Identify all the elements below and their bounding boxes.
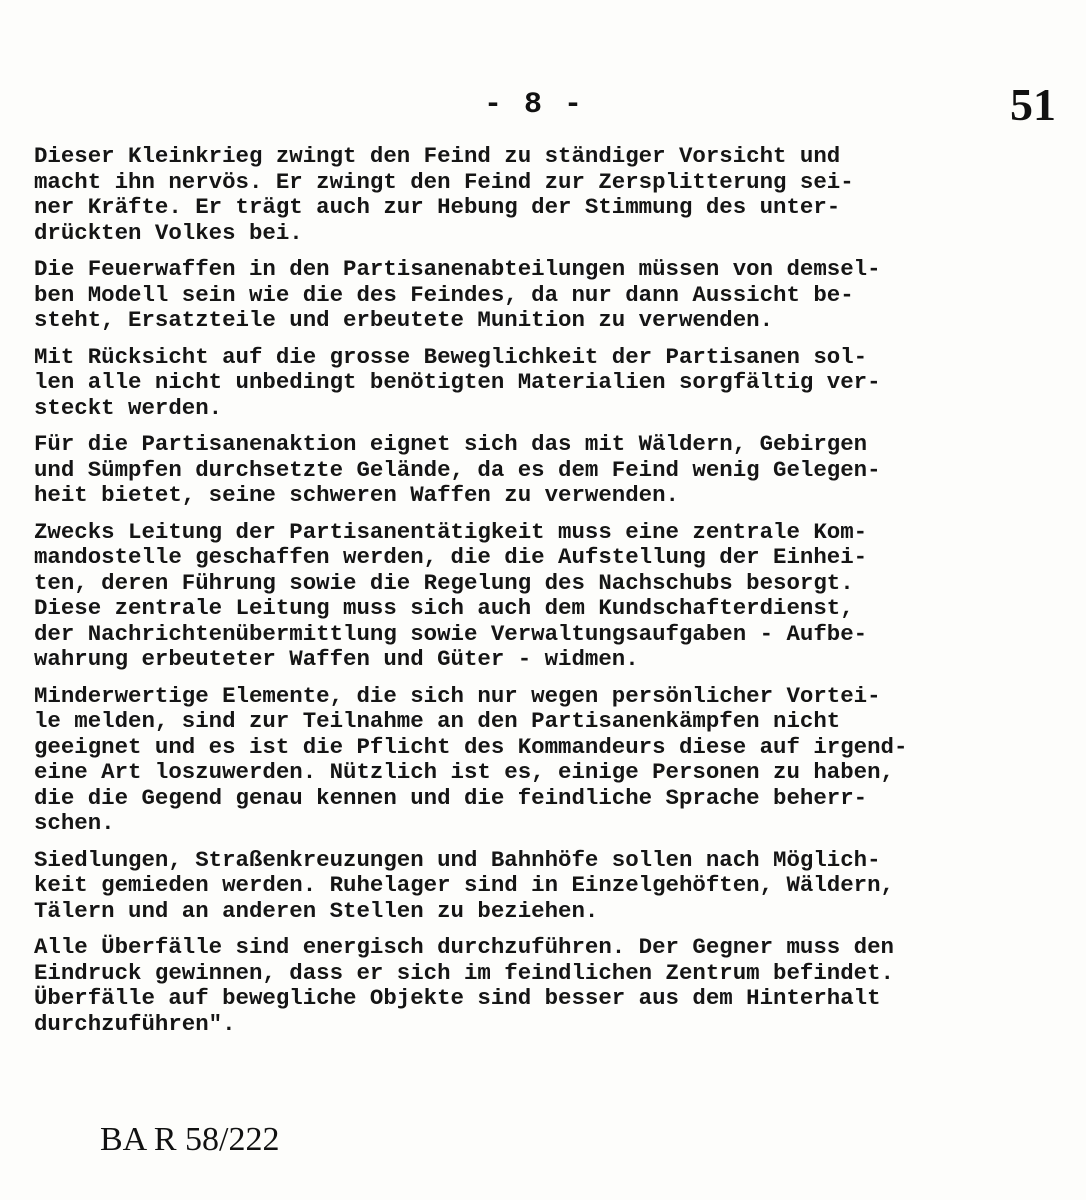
text-line: steckt werden.	[34, 394, 223, 421]
text-line: mandostelle geschaffen werden, die die Aufstellung der Einhei-	[34, 544, 868, 570]
text-line: ner Kräfte. Er trägt auch zur Hebung der Stimmung des unter-	[34, 194, 841, 220]
text-line: Diese zentrale Leitung muss sich auch dem Kundschafterdienst,	[34, 595, 854, 621]
paragraph	[34, 432, 1044, 509]
paragraph	[34, 684, 1044, 837]
text-line: keit gemieden werden. Ruhelager sind in Einzelgehöften, Wäldern,	[34, 872, 894, 898]
text-line: drückten Volkes bei.	[34, 219, 303, 246]
paragraph	[34, 144, 1044, 246]
text-line: Eindruck gewinnen, dass er sich im feindlichen Zentrum befindet.	[34, 959, 894, 986]
text-line: len alle nicht unbedingt benötigten Materialien sorgfältig ver-	[34, 369, 881, 395]
page-number: - 8 -	[484, 88, 585, 122]
archive-reference: BA R 58/222	[100, 1121, 280, 1158]
paragraph	[34, 520, 1044, 673]
text-line: Tälern und an anderen Stellen zu beziehen.	[34, 897, 599, 924]
text-line: und Sümpfen durchsetzte Gelände, da es dem Feind wenig Gelegen-	[34, 456, 881, 483]
text-line: eine Art loszuwerden. Nützlich ist es, einige Personen zu haben,	[34, 759, 894, 785]
text-line: Dieser Kleinkrieg zwingt den Feind zu ständiger Vorsicht und	[34, 143, 841, 169]
text-line: Für die Partisanenaktion eignet sich das mit Wäldern, Gebirgen	[34, 431, 868, 457]
text-line: Überfälle auf bewegliche Objekte sind besser aus dem Hinterhalt	[34, 985, 881, 1011]
paragraph	[34, 848, 1044, 925]
text-line: geeignet und es ist die Pflicht des Kommandeurs diese auf irgend-	[34, 733, 908, 760]
text-line: Alle Überfälle sind energisch durchzuführen. Der Gegner muss den	[34, 934, 894, 960]
text-line: Zwecks Leitung der Partisanentätigkeit muss eine zentrale Kom-	[34, 518, 868, 545]
paragraph	[34, 257, 1044, 334]
text-line: die die Gegend genau kennen und die feindliche Sprache beherr-	[34, 784, 868, 811]
text-line: le melden, sind zur Teilnahme an den Partisanenkämpfen nicht	[34, 708, 841, 734]
text-line: schen.	[34, 810, 115, 836]
paragraph	[34, 345, 1044, 422]
text-line: Die Feuerwaffen in den Partisanenabteilungen müssen von demsel-	[34, 256, 881, 282]
paragraph	[34, 935, 1044, 1037]
folio-number: 51	[1010, 79, 1056, 130]
text-line: ten, deren Führung sowie die Regelung des Nachschubs besorgt.	[34, 569, 854, 596]
text-line: der Nachrichtenübermittlung sowie Verwaltungsaufgaben - Aufbe-	[34, 620, 868, 647]
text-line: Minderwertige Elemente, die sich nur wegen persönlicher Vortei-	[34, 682, 881, 709]
text-line: Siedlungen, Straßenkreuzungen und Bahnhöfe sollen nach Möglich-	[34, 846, 881, 873]
text-line: heit bietet, seine schweren Waffen zu verwenden.	[34, 482, 679, 508]
text-line: steht, Ersatzteile und erbeutete Munition zu verwenden.	[34, 307, 774, 333]
body-text	[34, 144, 1044, 1048]
text-line: macht ihn nervös. Er zwingt den Feind zur Zersplitterung sei-	[34, 168, 854, 195]
text-line: Mit Rücksicht auf die grosse Beweglichkeit der Partisanen sol-	[34, 343, 868, 370]
text-line: wahrung erbeuteter Waffen und Güter - widmen.	[34, 646, 639, 672]
text-line: ben Modell sein wie die des Feindes, da nur dann Aussicht be-	[34, 281, 854, 308]
text-line: durchzuführen".	[34, 1010, 236, 1037]
